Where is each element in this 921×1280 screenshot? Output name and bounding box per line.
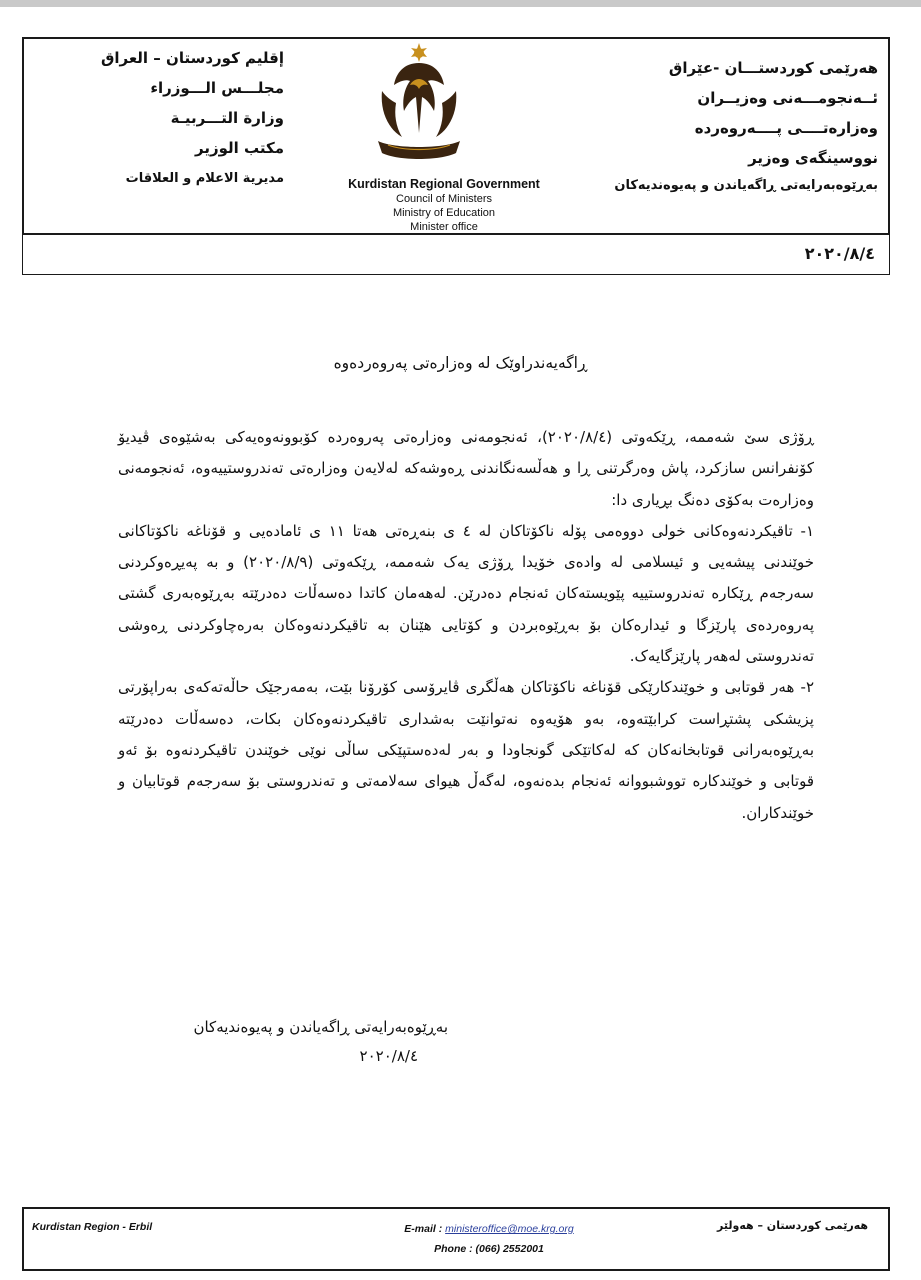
footer-contact xyxy=(374,1219,604,1259)
body-paragraph-intro: ڕۆژی سێ شەممە، ڕێکەوتی (٢٠٢٠/٨/٤)، ئەنجومەنی وەزارەتی پەروەردە کۆبوونەوەیەکی بەشێوەی ڤیدیۆ کۆنفرانس سازکرد، پاش وەرگرتنی ڕا و هەڵسەنگاندنی ڕەوشەکە لەلایەن وەزارەتی تەندروستییەوە، ئەنجومەنی وەزارەت بەکۆی دەنگ بڕیاری دا: xyxy=(118,428,814,509)
letterhead-arabic xyxy=(54,43,284,195)
english-ministry: Ministry of Education xyxy=(392,207,496,219)
arabic-directorate: مديرية الاعلام و العلاقات xyxy=(125,171,284,186)
letterhead-kurdish xyxy=(598,53,878,199)
footer-location: Kurdistan Region - Erbil xyxy=(32,1221,153,1233)
document-body xyxy=(118,422,814,829)
arabic-council: مجلـــس الـــوزراء xyxy=(150,79,284,97)
krg-name-english: Kurdistan Regional Government xyxy=(348,177,540,191)
footer-email-line xyxy=(374,1219,604,1239)
signature-name: بەڕێوەبەرایەتی ڕاگەیاندن و پەیوەندیەکان xyxy=(193,1018,448,1036)
footer xyxy=(22,1207,890,1271)
document-title: ڕاگەیەندراوێک لە وەزارەتی پەروەردەوە xyxy=(333,354,588,372)
email-label: E-mail : xyxy=(404,1223,443,1235)
arabic-region: إقليم كوردستان – العراق xyxy=(100,49,284,67)
footer-location-kurdish: هەرێمی کوردستان – هەولێر xyxy=(717,1219,868,1232)
kurdish-council: ئــەنجومـــەنی وەزیــران xyxy=(697,89,878,107)
body-paragraph-decision-2: ٢- هەر قوتابی و خوێندکارێکی قۆناغە ناکۆتاکان هەڵگری ڤایرۆسی کۆرۆنا بێت، بەمەرجێک حاڵەتەکەی بەراپۆرتی پزیشکی پشتڕاست کرابێتەوە، بەو هۆیەوە نەتوانێت بەشداری تاقیکردنەوەکان بکات، دەسەڵات دەدرێتە بەڕێوەبەرانی قوتابخانەکان کە لەکاتێکی گونجاودا و بەر لەدەستپێکی ساڵی نوێی خوێندن تاقیکردنەوە بۆ ئەو قوتابی و خوێندکارە تووشبووانە ئەنجام بدەنەوە، لەگەڵ هیوای سەلامەتی و تەندروستی بۆ سەرجەم قوتابیان و خوێندکاران. xyxy=(118,678,814,822)
arabic-office: مكتب الوزير xyxy=(194,139,284,157)
krg-eagle-logo-icon xyxy=(374,41,464,175)
kurdish-directorate: بەڕێوەبەرایەتی ڕاگەیاندن و پەیوەندیەکان xyxy=(614,178,878,193)
english-council: Council of Ministers xyxy=(396,193,492,205)
arabic-ministry: وزارة التـــربيـة xyxy=(170,109,284,127)
date-box xyxy=(22,235,890,275)
kurdish-region: هەرێمی کوردستـــان -عێراق xyxy=(668,59,878,77)
body-paragraph-decision-1: ١- تاقیکردنەوەکانی خولی دووەمی پۆلە ناکۆتاکان لە ٤ ی بنەڕەتی هەتا ١١ ی ئامادەیی و قۆناغە ناکۆتاکانی خوێندنی پیشەیی و ئیسلامی لە وادەی خۆیدا ڕۆژی یەک شەممە، ڕێکەوتی (٢٠٢٠/٨/٩) و بە پەیڕەوکردنی سەرجەم ڕێکارە تەندروستییە پێویستەکان ئەنجام دەدرێن. لەهەمان کاتدا دەسەڵات دەدرێتە بەڕێوەبەری گشتی پەروەردەی پارێزگا و ئیدارەکان بۆ بەڕێوەبردن و کۆتایی هێنان بە تاقیکردنەوەکان بەرەچاوکردنی ڕەوشی تەندروستی لەهەر پارێزگایەک. xyxy=(118,521,815,666)
kurdish-ministry: وەزارەتــــی پــــەروەردە xyxy=(694,119,878,137)
kurdish-office: نووسینگەی وەزیر xyxy=(748,149,878,167)
krg-english-lines xyxy=(334,192,554,234)
email-link[interactable]: ministeroffice@moe.krg.org xyxy=(445,1223,574,1235)
top-edge-strip xyxy=(0,0,921,7)
signature-block xyxy=(118,1012,448,1070)
signature-date: ٢٠٢٠/٨/٤ xyxy=(359,1047,418,1065)
letterhead xyxy=(22,37,890,235)
letter-date: ٢٠٢٠/٨/٤ xyxy=(804,244,875,263)
footer-phone: Phone : (066) 2552001 xyxy=(434,1243,544,1255)
english-office: Minister office xyxy=(410,221,478,233)
